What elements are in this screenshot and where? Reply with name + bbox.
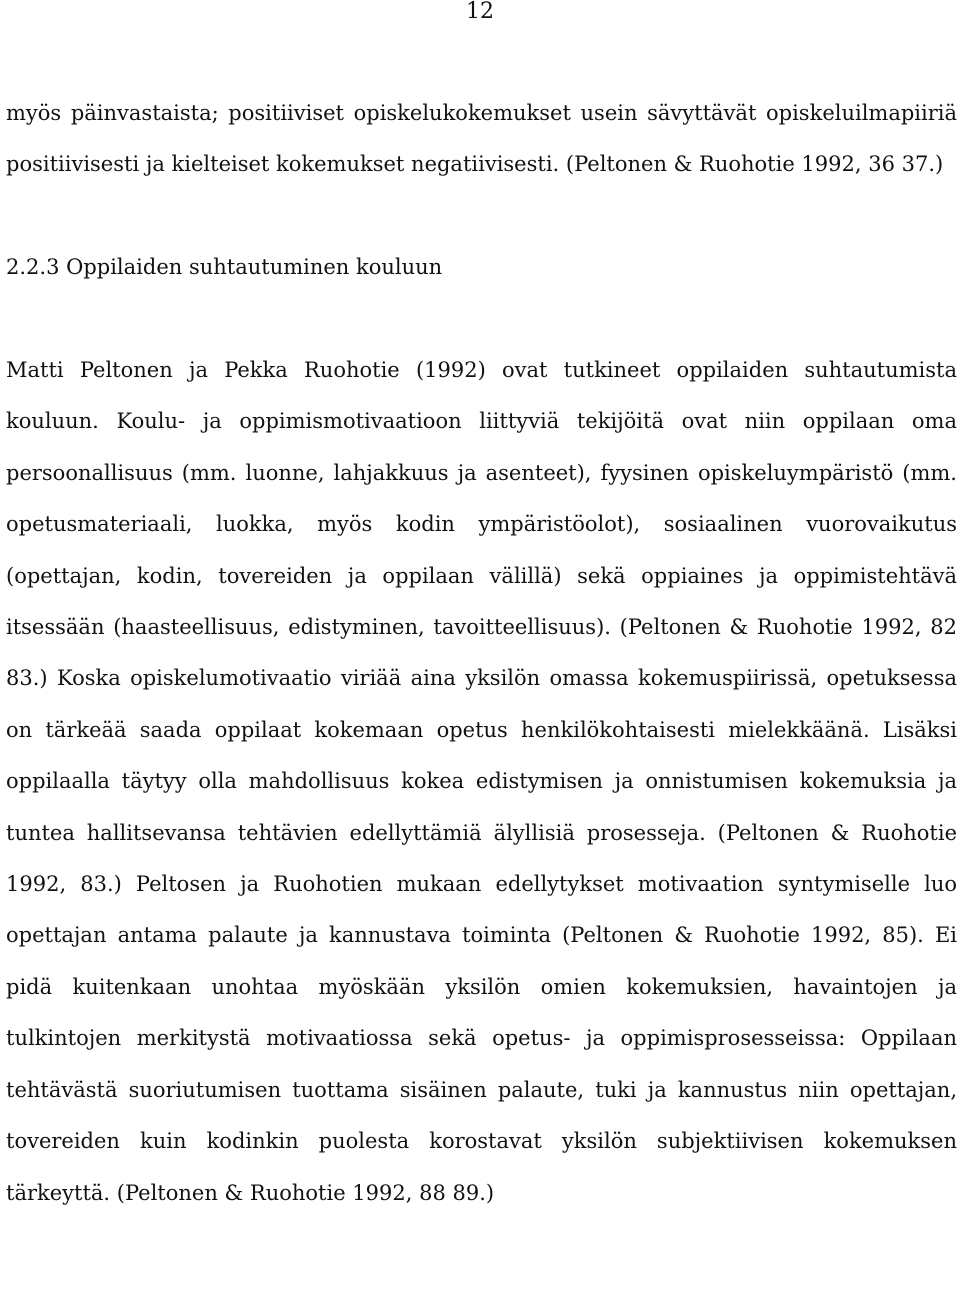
spacer <box>6 294 957 345</box>
document-body <box>6 88 957 1219</box>
intro-paragraph: myös päinvastaista; positiiviset opiskelukokemukset usein sävyttävät opiskeluilmapiiriä positiivisesti ja kielteiset kokemukset negatiivisesti. (Peltonen & Ruohotie 1992, 36 37.) <box>6 101 957 177</box>
page-number: 12 <box>466 0 494 24</box>
section-heading: 2.2.3 Oppilaiden suhtautuminen kouluun <box>6 255 443 280</box>
spacer <box>6 191 957 242</box>
section-paragraph: Matti Peltonen ja Pekka Ruohotie (1992) ovat tutkineet oppilaiden suhtautumista kouluun. Koulu- ja oppimismotivaatioon liittyviä tekijöitä ovat niin oppilaan oma persoonallisuus (mm. luonne, lahjakkuus ja asenteet), fyysinen opiskeluympäristö (mm. opetusmateriaali, luokka, myös kodin ympäristöolot), sosiaalinen vuorovaikutus (opettajan, kodin, tovereiden ja oppilaan välillä) sekä oppiaines ja oppimistehtävä itsessään (haasteellisuus, edistyminen, tavoitteellisuus). (Peltonen & Ruohotie 1992, 82 83.) Koska opiskelumotivaatio viriää aina yksilön omassa kokemuspiirissä, opetuksessa on tärkeää saada oppilaat kokemaan opetus henkilökohtaisesti mielekkäänä. Lisäksi oppilaalla täytyy olla mahdollisuus kokea edistymisen ja onnistumisen kokemuksia ja tuntea hallitsevansa tehtävien edellyttämiä älyllisiä prosesseja. (Peltonen & Ruohotie 1992, 83.) Peltosen ja Ruohotien mukaan edellytykset motivaation syntymiselle luo opettajan antama palaute ja kannustava toiminta (Peltonen & Ruohotie 1992, 85). Ei pidä kuitenkaan unohtaa myöskään yksilön omien kokemuksien, havaintojen ja tulkintojen merkitystä motivaatiossa sekä opetus- ja oppimisprosesseissa: Oppilaan tehtävästä suoriutumisen tuottama sisäinen palaute, tuki ja kannustus niin opettajan, tovereiden kuin kodinkin puolesta korostavat yksilön subjektiivisen kokemuksen tärkeyttä. (Peltonen & Ruohotie 1992, 88 89.) <box>6 358 957 1205</box>
